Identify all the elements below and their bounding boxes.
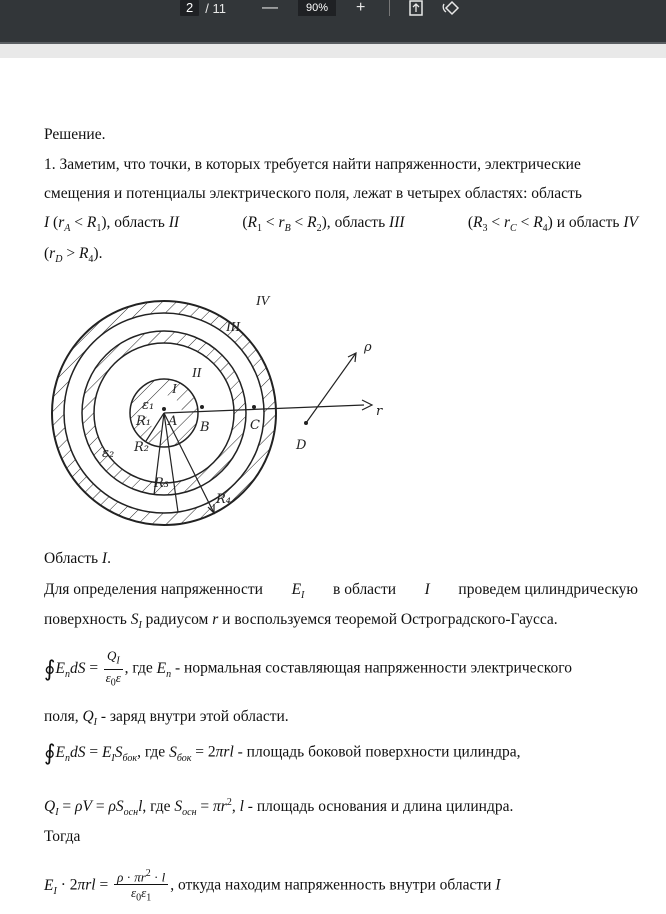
paragraph-1-line-3: I $(r_A < R_1)$, область II $(R_1 < r_B < R_2)$, область III $(R_3 < r_C < R_4)$ и область IV [44,214,638,235]
condition-region-I: $(r_A < R_1)$ [53,214,107,235]
label-r-axis: r [376,404,383,419]
label-region-I: I [172,382,177,397]
equation-charge: $Q_I = \rho V = \rho S_{осн}l$, где $S_{осн} = \pi r^2$, l - площадь основания и длина цилиндра. [44,797,514,819]
condition-region-IV: $(r_D > R_4)$. [44,245,103,266]
solution-heading: Решение. [44,126,106,143]
toolbar-divider [389,0,390,16]
label-point-D: D [296,438,307,453]
equation-gauss: $∮E_ndS$ = $\frac{Q_I}{\varepsilon_0\varepsilon}$ , где $E_n$ - нормальная составляющая напряженности электрического [44,648,572,689]
label-region-III: III [226,320,240,335]
page-indicator [180,0,226,16]
label-R1: R₁ [136,414,151,429]
zoom-out-icon[interactable]: — [262,0,278,16]
cross-section-figure [44,283,392,545]
rotate-icon[interactable] [442,0,460,16]
paragraph-1-line-2: смещения и потенциалы электрического поля, лежат в четырех областях: область [44,185,582,202]
region-I-heading: Область I. [44,550,111,567]
condition-region-II: $(R_1 < r_B < R_2)$, область III [242,214,405,235]
fit-page-icon[interactable] [408,0,424,16]
paragraph-1-line-1: 1. Заметим, что точки, в которых требуется найти напряженности, электрические [44,156,581,173]
label-region-II: II [192,366,202,381]
label-R4: R₄ [216,492,231,507]
label-point-C: C [250,418,260,433]
label-rho: ρ [364,340,372,355]
page-total: / 11 [205,0,226,16]
condition-region-III: $(R_3 < r_C < R_4)$ и область IV [467,214,638,235]
equation-flux: $∮E_ndS = E_IS_{бок}$, где $S_{бок} = 2\pi rl$ - площадь боковой поверхности цилиндра, [44,740,521,765]
label-R2: R₂ [134,440,149,455]
label-point-A: A [168,414,178,429]
page-gap [0,44,666,58]
zoom-level-input[interactable]: 90% [298,0,336,16]
equation-result: $E_I \cdot 2\pi rl$ = $\frac{\rho \cdot \pi r^2 \cdot l}{\varepsilon_0\varepsilon_1}$ , откуда находим напряженность внутри области I [44,868,501,904]
zoom-in-icon[interactable]: + [356,0,366,16]
paragraph-3: поля, $Q_I$ - заряд внутри этой области. [44,708,289,729]
label-region-IV: IV [256,294,270,309]
label-R3: R₃ [154,476,169,491]
then-label: Тогда [44,828,81,845]
label-point-B: B [200,420,210,435]
page-number-input[interactable]: 2 [180,0,199,16]
label-eps1: ε₁ [142,398,155,413]
label-eps2: ε₂ [102,446,115,461]
pdf-toolbar [0,0,666,42]
paragraph-2-line-1: Для определения напряженности $E_I$ в области I проведем цилиндрическую [44,581,638,602]
rho-arrow [306,353,356,423]
paragraph-2-line-2: поверхность $S_I$ радиусом r и воспользуемся теоремой Остроградского-Гаусса. [44,611,558,632]
